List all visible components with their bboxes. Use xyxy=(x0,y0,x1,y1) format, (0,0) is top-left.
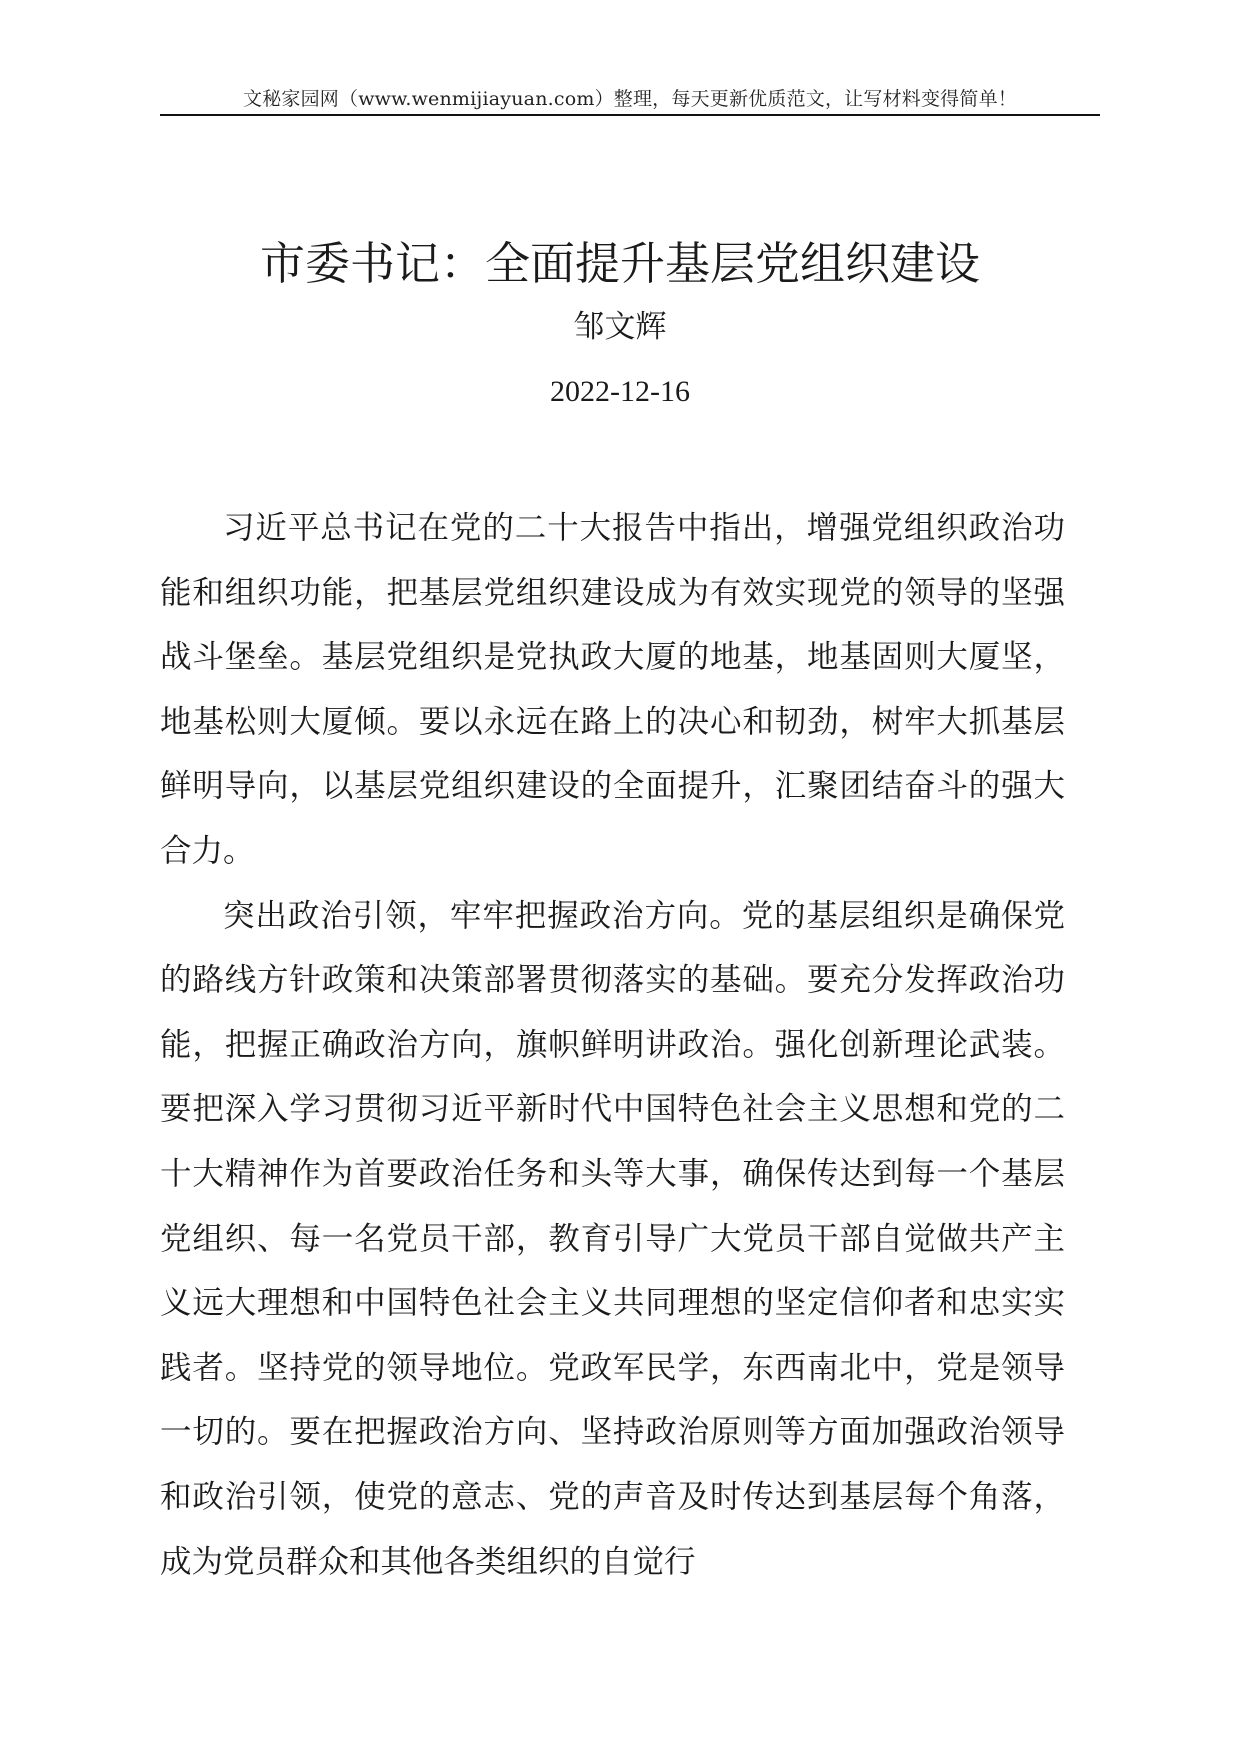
article-author: 邹文辉 xyxy=(573,309,667,345)
body-paragraph: 突出政治引领，牢牢把握政治方向。党的基层组织是确保党的路线方针政策和决策部署贯彻落实的基础。要充分发挥政治功能，把握正确政治方向，旗帜鲜明讲政治。强化创新理论武装。要把深入学习贯彻习近平新时代中国特色社会主义思想和党的二十大精神作为首要政治任务和头等大事，确保传达到每一个基层党组织、每一名党员干部，教育引导广大党员干部自觉做共产主义远大理想和中国特色社会主义共同理想的坚定信仰者和忠实实践者。坚持党的领导地位。党政军民学，东西南北中，党是领导一切的。要在把握政治方向、坚持政治原则等方面加强政治领导和政治引领，使党的意志、党的声音及时传达到基层每个角落，成为党员群众和其他各类组织的自觉行 xyxy=(160,897,1065,1580)
header-divider xyxy=(160,114,1100,116)
body-paragraph: 习近平总书记在党的二十大报告中指出，增强党组织政治功能和组织功能，把基层党组织建设成为有效实现党的领导的坚强战斗堡垒。基层党组织是党执政大厦的地基，地基固则大厦坚，地基松则大厦倾。要以永远在路上的决心和韧劲，树牢大抓基层鲜明导向，以基层党组织建设的全面提升，汇聚团结奋斗的强大合力。 xyxy=(160,510,1065,869)
article-body xyxy=(160,496,1065,1594)
page-header: 文秘家园网（www.wenmijiayuan.com）整理，每天更新优质范文，让写材料变得简单！ xyxy=(243,88,1017,110)
article-date: 2022-12-16 xyxy=(550,375,690,408)
article-title: 市委书记：全面提升基层党组织建设 xyxy=(259,237,980,290)
